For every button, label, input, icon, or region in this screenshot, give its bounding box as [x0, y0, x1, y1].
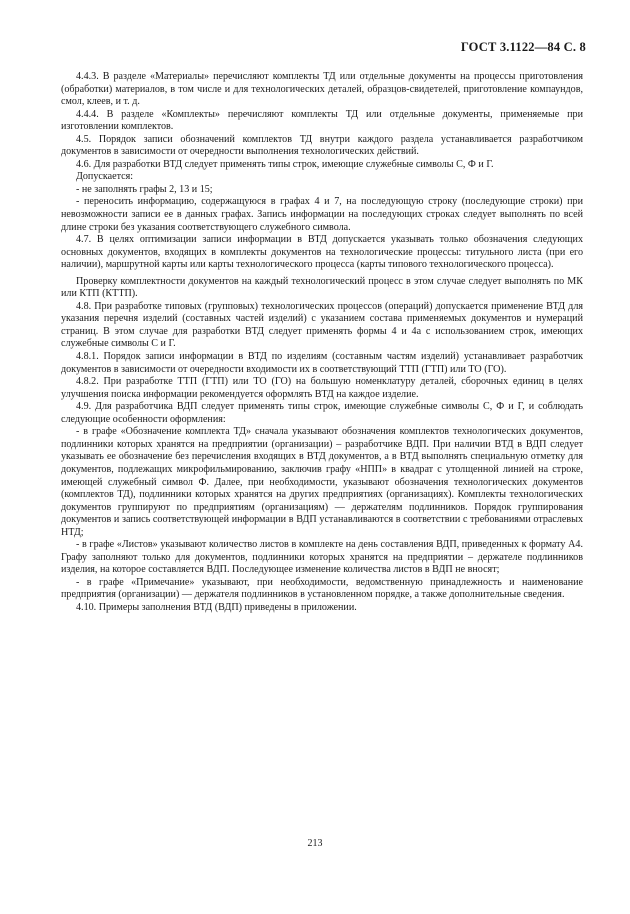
list-item-columns: - не заполнять графы 2, 13 и 15;	[76, 183, 213, 195]
paragraph-4-4-4: 4.4.4. В разделе «Комплекты» перечисляют комплекты ТД или отдельные документы, применяемые при изготовлении комплектов.	[61, 108, 583, 133]
body-text	[61, 71, 583, 615]
paragraph-4-9: 4.9. Для разработчика ВДП следует применять типы строк, имеющие служебные символы С, Ф и Г, и соблюдать следующие особенности оформления:	[61, 401, 583, 425]
paragraph-4-6: 4.6. Для разработки ВТД следует применять типы строк, имеющие служебные символы С, Ф и Г.	[76, 158, 494, 170]
paragraph-4-8-2: 4.8.2. При разработке ТТП (ГТП) или ТО (ГО) на большую номенклатуру деталей, сборочных единиц в целях улучшения поиска информации рекомендуется оформлять ВТД на каждое изделие.	[61, 376, 583, 400]
list-item-designation: - в графе «Обозначение комплекта ТД» сначала указывают обозначения комплектов технологических документов, подлинники которых хранятся на предприятии (организации) – разработчике ВДП. При наличии ВТД в ВДП следует указывать ее обозначение без перечисления входящих в ВТД документов, а в ВТД выполнять специальную отметку для документов, подлежащих микрофильмированию, заключив графу «НПП» в квадрат с утолщенной линией на строке, имеющей служебный символ Ф. Далее, при необходимости, указывают обозначения технологических документов (комплектов ТД), подлинники которых хранятся на других предприятиях (организациях). Комплекты технологических документов группируют по предприятиям (организациям) — держателям подлинников. Порядок группирования документов и запись соответствующей информации в ВДП устанавливаются в соответствии с требованиями отраслевых НТД;	[61, 426, 583, 538]
paragraph-4-8: 4.8. При разработке типовых (групповых) технологических процессов (операций) допускается применение ВТД для указания перечня изделий (составных частей изделий) с указанием состава применяемых документов и нумераций страниц. В этом случае для разработки ВТД следует применять формы 4 и 4а с использованием строк, имеющих служебные символы С и Г.	[61, 300, 583, 350]
paragraph-4-7: 4.7. В целях оптимизации записи информации в ВТД допускается указывать только обозначения следующих основных документов, входящих в комплекты документов на технологические процессы: титульного листа (при его наличии), маршрутной карты или карты технологического процесса (карты типового технологического процесса).	[61, 234, 583, 271]
list-item-note: - в графе «Примечание» указывают, при необходимости, ведомственную принадлежность и наименование предприятия (организации) — держателя подлинников в установленном порядке, а также дополнительные сведения.	[61, 576, 583, 601]
paragraph-check: Проверку комплектности документов на каждый технологический процесс в этом случае следует выполнять по МК или КТП (КТТП).	[61, 275, 583, 300]
list-item-transfer: - переносить информацию, содержащуюся в графах 4 и 7, на последующую строку (последующие строки) при невозможности записи ее в данных графах. Запись информации на последующих строках следует выполнять по всей длине строки без указания соответствующего служебного символа.	[61, 196, 583, 233]
paragraph-4-8-1: 4.8.1. Порядок записи информации в ВТД по изделиям (составным частям изделий) устанавливает разработчик документов в зависимости от очередности входимости их в соответствующий ТТП (ГТП) или ТО (ГО).	[61, 351, 583, 375]
paragraph-4-5: 4.5. Порядок записи обозначений комплектов ТД внутри каждого раздела устанавливается разработчиком документов в зависимости от очередности выполнения технологических действий.	[61, 133, 583, 158]
page-number: 213	[307, 838, 323, 849]
paragraph-allowed: Допускается:	[76, 171, 134, 183]
paragraph-4-10: 4.10. Примеры заполнения ВТД (ВДП) приведены в приложении.	[76, 601, 357, 613]
paragraph-4-4-3: 4.4.3. В разделе «Материалы» перечисляют комплекты ТД или отдельные документы на процессы приготовления (обработки) материалов, в том числе и для технологических деталей, образцов-свидетелей, приготовление компаундов, смол, клеев, и т. д.	[61, 71, 583, 108]
list-item-sheets: - в графе «Листов» указывают количество листов в комплекте на день составления ВДП, приведенных к формату А4. Графу заполняют только для документов, подлинники которых хранятся на предприятии – держателе подлинников изделия, на которое составляется ВДП. Последующее изменение количества листов в ВДП не вносят;	[61, 539, 583, 576]
page-header: ГОСТ 3.1122—84 С. 8	[460, 40, 586, 54]
